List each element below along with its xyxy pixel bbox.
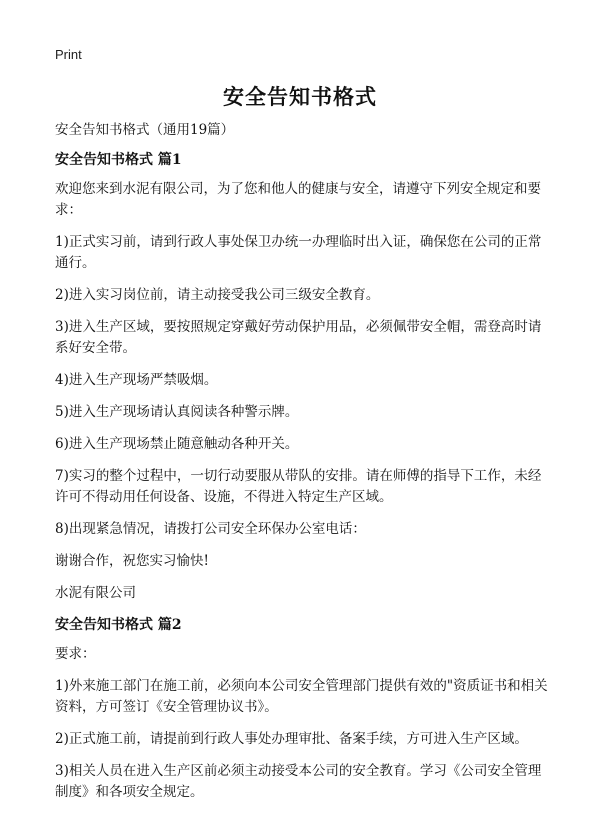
paragraph: 4)进入生产现场严禁吸烟。: [55, 372, 218, 388]
paragraph: 谢谢合作，祝您实习愉快!: [55, 553, 209, 569]
paragraph: 3)相关人员在进入生产区前必须主动接受本公司的安全教育。学习《公司安全管理制度》和各项安全规定。: [55, 763, 542, 800]
print-label[interactable]: Print: [55, 47, 82, 62]
document-subtitle: 安全告知书格式（通用19篇）: [55, 122, 235, 138]
document-content: [55, 120, 550, 814]
paragraph: 8)出现紧急情况，请拨打公司安全环保办公室电话：: [55, 521, 366, 537]
paragraph: 7)实习的整个过程中，一切行动要服从带队的安排。请在师傅的指导下工作，未经许可不得动用任何设备、设施，不得进入特定生产区域。: [55, 468, 542, 505]
page-title: 安全告知书格式: [223, 84, 377, 109]
paragraph: 5)进入生产现场请认真阅读各种警示牌。: [55, 404, 299, 420]
paragraph: 要求：: [55, 646, 96, 662]
paragraph: 3)进入生产区域，要按照规定穿戴好劳动保护用品，必须佩带安全帽，需登高时请系好安全带。: [55, 319, 542, 356]
section-heading-2: 安全告知书格式 篇2: [55, 617, 182, 633]
paragraph: 2)进入实习岗位前，请主动接受我公司三级安全教育。: [55, 287, 380, 303]
paragraph: 欢迎您来到水泥有限公司，为了您和他人的健康与安全，请遵守下列安全规定和要求：: [55, 181, 541, 218]
section-heading-1: 安全告知书格式 篇1: [55, 152, 182, 168]
paragraph: 6)进入生产现场禁止随意触动各种开关。: [55, 436, 299, 452]
paragraph: 2)正式施工前，请提前到行政人事处办理审批、备案手续，方可进入生产区域。: [55, 731, 528, 747]
signature-company: 水泥有限公司: [55, 585, 136, 601]
paragraph: 1)外来施工部门在施工前，必须向本公司安全管理部门提供有效的"资质证书和相关资料，方可签订《安全管理协议书》。: [55, 678, 548, 715]
paragraph: 1)正式实习前，请到行政人事处保卫办统一办理临时出入证，确保您在公司的正常通行。: [55, 234, 542, 271]
